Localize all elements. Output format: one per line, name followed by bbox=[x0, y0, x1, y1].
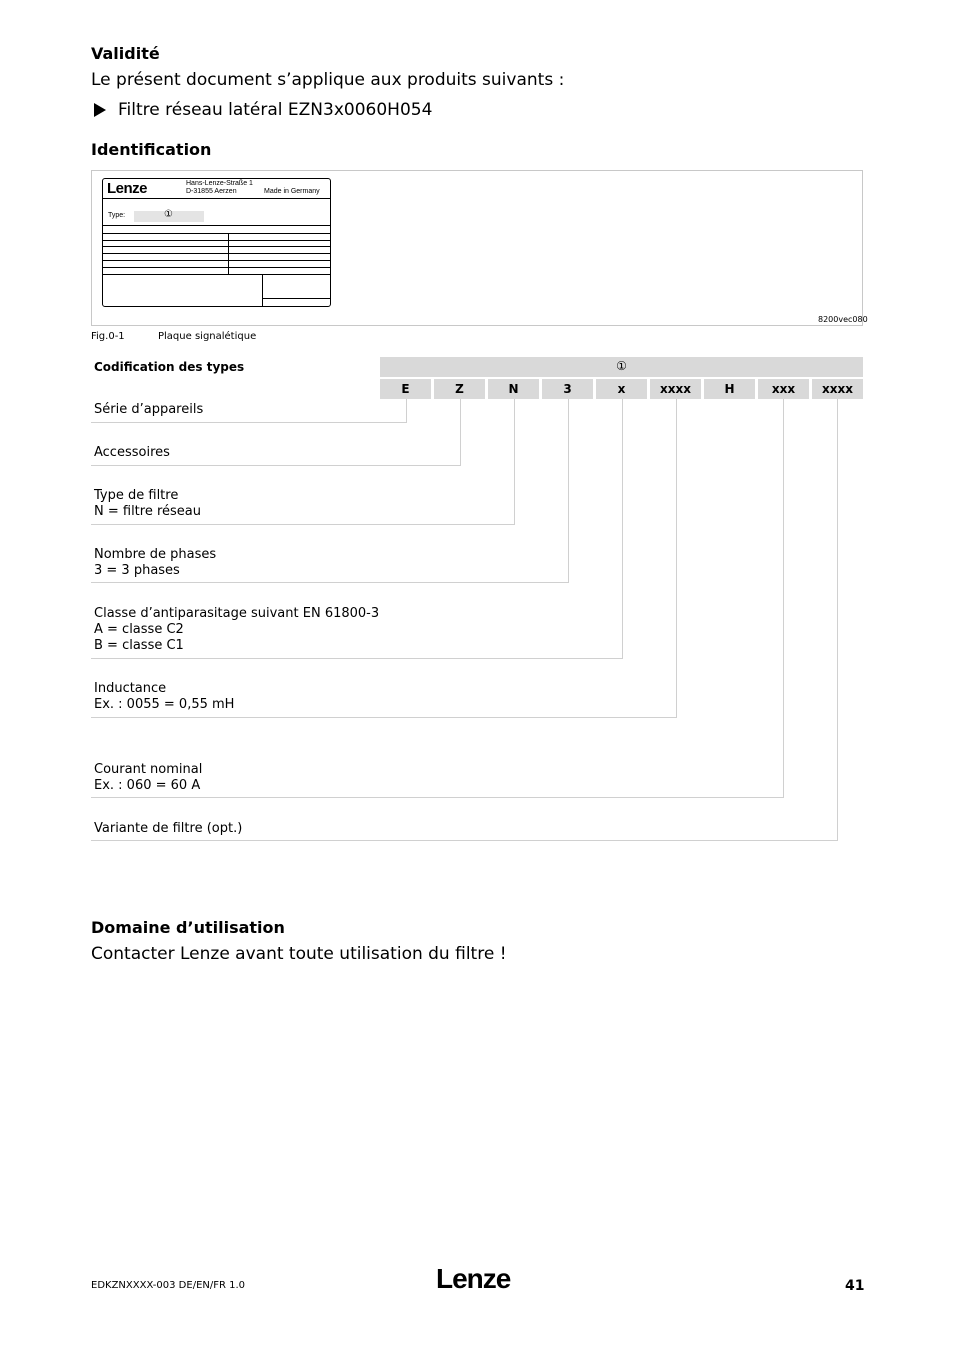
validity-intro: Le présent document s’applique aux produits suivants : bbox=[91, 70, 565, 90]
nameplate-marker: ① bbox=[164, 209, 173, 220]
code-cell: xxxx bbox=[812, 379, 863, 399]
usage-text: Contacter Lenze avant toute utilisation du filtre ! bbox=[91, 944, 507, 964]
nameplate-address-1: Hans-Lenze-Straße 1 bbox=[186, 180, 253, 187]
code-cell: xxxx bbox=[650, 379, 701, 399]
code-cell: H bbox=[704, 379, 755, 399]
lenze-logo-small: Lenze bbox=[107, 180, 148, 197]
code-row-label: Type de filtre N = filtre réseau bbox=[94, 488, 202, 519]
figure-caption-number: Fig.0-1 bbox=[91, 331, 125, 342]
code-row-label: Série d’appareils bbox=[94, 402, 204, 417]
code-cell: 3 bbox=[542, 379, 593, 399]
code-row-label: Variante de filtre (opt.) bbox=[94, 821, 243, 836]
code-row-label: Nombre de phases 3 = 3 phases bbox=[94, 547, 217, 578]
product-name: Filtre réseau latéral EZN3x0060H054 bbox=[118, 100, 433, 120]
page-number: 41 bbox=[845, 1278, 865, 1294]
nameplate-made-in: Made in Germany bbox=[264, 188, 320, 195]
bullet-triangle-icon bbox=[94, 103, 106, 117]
code-row-label: Inductance Ex. : 0055 = 0,55 mH bbox=[94, 681, 235, 712]
lenze-logo: Lenze bbox=[436, 1263, 511, 1294]
code-cell: x bbox=[596, 379, 647, 399]
identification-heading: Identification bbox=[91, 140, 212, 159]
nameplate-type-label: Type: bbox=[108, 212, 126, 219]
code-row-label: Courant nominal Ex. : 060 = 60 A bbox=[94, 762, 203, 793]
code-cell: N bbox=[488, 379, 539, 399]
code-cell: Z bbox=[434, 379, 485, 399]
nameplate bbox=[102, 178, 331, 307]
codification-title: Codification des types bbox=[94, 360, 245, 374]
usage-heading: Domaine d’utilisation bbox=[91, 918, 285, 937]
validity-heading: Validité bbox=[91, 44, 160, 63]
code-header-marker: ① bbox=[616, 359, 627, 373]
figure-caption-text: Plaque signalétique bbox=[158, 331, 257, 342]
code-cell: xxx bbox=[758, 379, 809, 399]
code-row-label: Accessoires bbox=[94, 445, 170, 460]
code-row-label: Classe d’antiparasitage suivant EN 61800-3 A = classe C2 B = classe C1 bbox=[94, 606, 380, 653]
figure-code: 8200vec080 bbox=[818, 315, 868, 324]
nameplate-address-2: D-31855 Aerzen bbox=[186, 188, 237, 195]
product-list-item bbox=[94, 100, 432, 120]
code-cell: E bbox=[380, 379, 431, 399]
footer-doc-id: EDKZNXXXX-003 DE/EN/FR 1.0 bbox=[91, 1280, 246, 1291]
